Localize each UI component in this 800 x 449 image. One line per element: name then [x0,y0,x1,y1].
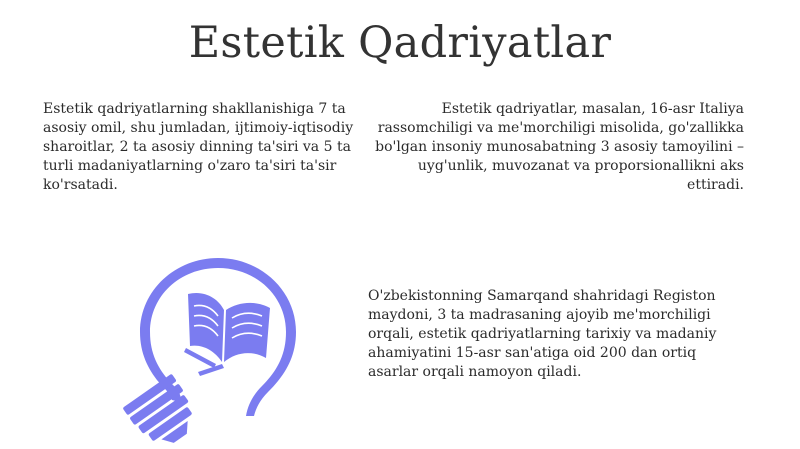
lightbulb-with-book-icon [100,250,310,445]
slide-title: Estetik Qadriyatlar [188,18,612,68]
paragraph-registan: O'zbekistonning Samarqand shahridagi Registon maydoni, 3 ta madrasaning ajoyib me'morchiligi orqali, estetik qadriyatlarning tarixiy va madaniy ahamiyatini 15-asr san'atiga oid 200 dan ortiq asarlar orqali namoyon qiladi. [368,288,717,380]
paragraph-factors: Estetik qadriyatlarning shakllanishiga 7 ta asosiy omil, shu jumladan, ijtimoiy-iqtisodiy sharoitlar, 2 ta asosiy dinning ta'siri va 5 ta turli madaniyatlarning o'zaro ta'siri ta'sir ko'rsatadi. [43,101,354,193]
paragraph-principles: Estetik qadriyatlar, masalan, 16-asr Italiya rassomchiligi va me'morchiligi misolida, go'zallikka bo'lgan insoniy munosabatning 3 asosiy tamoyilini – uyg'unlik, muvozanat va proporsionallikni aks ettiradi. [375,101,744,193]
